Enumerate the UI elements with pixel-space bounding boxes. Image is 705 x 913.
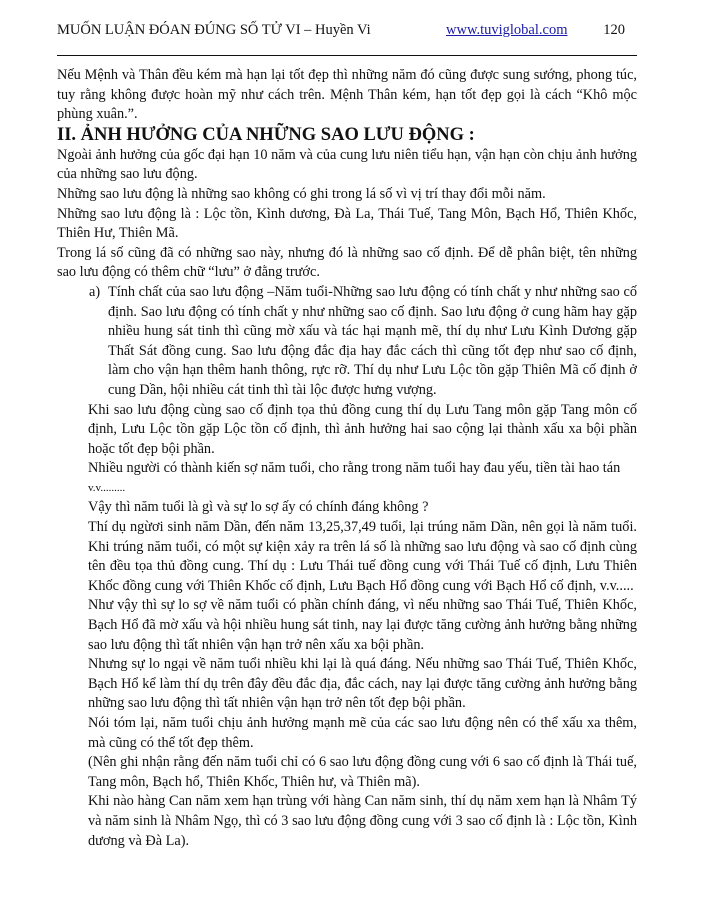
paragraph: Như vậy thì sự lo sợ về năm tuổi có phần chính đáng, vì nếu những sao Thái Tuế, Thiên Khốc, Bạch Hổ đã mờ xấu và hội nhiều hung sát tinh, nay lại được tăng cường ảnh hưởng bằng những sao lưu động thì tất nhiên vận hạn trở nên xấu xa bội phần.: [88, 597, 637, 653]
paragraph: Nhiều người có thành kiến sợ năm tuổi, cho rằng trong năm tuổi hay đau yếu, tiền tài hao tán: [88, 460, 621, 477]
paragraph: Nhưng sự lo ngại về năm tuổi nhiều khi lại là quá đáng. Nếu những sao Thái Tuế, Thiên Khốc, Bạch Hổ kể làm thí dụ trên đây đều đắc địa, đắc cách, nay lại được tăng cường ảnh hưởng bằng những sao lưu động thì tất nhiên vận hạn trở nên tốt đẹp bội phần.: [88, 656, 637, 712]
header-divider: [57, 55, 637, 56]
paragraph: Nếu Mệnh và Thân đều kém mà hạn lại tốt đẹp thì những năm đó cũng được sung sướng, phong túc, tuy rằng không được hoàn mỹ như cách trên. Mệnh Thân kém, hạn tốt đẹp gọi là cách “Khô mộc phùng xuân.”.: [57, 67, 637, 123]
paragraph: Nói tóm lại, năm tuổi chịu ảnh hưởng mạnh mẽ của các sao lưu động nên có thể xấu xa thêm, mà cũng có thể tốt đẹp thêm.: [88, 715, 637, 751]
paragraph: Vậy thì năm tuổi là gì và sự lo sợ ấy có chính đáng không ?: [88, 499, 429, 516]
website-link[interactable]: www.tuviglobal.com: [446, 22, 568, 38]
paragraph: (Nên ghi nhận rằng đến năm tuổi chỉ có 6 sao lưu động đồng cung với 6 sao cố định là Thái tuế, Tang môn, Bạch hổ, Thiên Khốc, Thiên hư, và Thiên mã).: [88, 754, 637, 790]
section-heading: II. ẢNH HƯỞNG CỦA NHỮNG SAO LƯU ĐỘNG :: [57, 124, 475, 145]
page-number: 120: [603, 22, 625, 38]
paragraph: Những sao lưu động là : Lộc tồn, Kình dương, Đà La, Thái Tuế, Tang Môn, Bạch Hổ, Thiên Khốc, Thiên Hư, Thiên Mã.: [57, 205, 637, 242]
paragraph: Thí dụ ngừơi sinh năm Dần, đến năm 13,25,37,49 tuổi, lại trúng năm Dần, nên gọi là năm tuổi. Khi trúng năm tuổi, có một sự kiện xảy ra trên lá số là những sao lưu động và sao cố định cùng tên đều tọa thủ đồng cung. Thí dụ : Lưu Thái tuế đồng cung với Thái Tuế cố định, Lưu Thiên Khốc đồng cung với Thiên Khốc cố định, Lưu Bạch Hổ đồng cung với Bạch Hổ cố định, v.v.....: [88, 519, 637, 594]
paragraph-tail: v.v.........: [88, 481, 126, 494]
paragraph: Khi nào hàng Can năm xem hạn trùng với hàng Can năm sinh, thí dụ năm xem hạn là Nhâm Tý và năm sinh là Nhâm Ngọ, thì có 3 sao lưu động đồng cung với 3 sao cố định là : Lộc tồn, Kình dương và Đà La).: [88, 793, 637, 849]
page-body: [57, 66, 637, 851]
page-header: [57, 20, 637, 42]
paragraph: Ngoài ảnh hưởng của gốc đại hạn 10 năm và của cung lưu niên tiểu hạn, vận hạn còn chịu ảnh hưởng của những sao lưu động.: [57, 146, 637, 183]
paragraph: Khi sao lưu động cùng sao cố định tọa thủ đồng cung thí dụ Lưu Tang môn gặp Tang môn cố định, Lưu Lộc tồn gặp Lộc tồn cố định, thì ảnh hưởng hai sao cộng lại thành xấu xa bội phần hoặc tốt đẹp bội phần.: [88, 401, 637, 457]
paragraph: Những sao lưu động là những sao không có ghi trong lá số vì vị trí thay đổi mỗi năm.: [57, 185, 546, 202]
list-item: Tính chất của sao lưu động –Năm tuổi-Những sao lưu động có tính chất y như những sao cố định. Sao lưu động có tính chất y như những sao cố định. Sao lưu động ở cung hãm hay gặp nhiều hung sát tinh thì cũng mờ xấu và tác hại mạnh mẽ, thí dụ như Lưu Kình Dương gặp Thất Sát đồng cung. Sao lưu động đắc địa hay đắc cách thì cũng tốt đẹp như sao cố định, làm cho vận hạn thêm hanh thông, rực rỡ. Thí dụ như Lưu Lộc tồn gặp Thiên Mã cố định ở cung Dần, hội nhiều cát tinh thì tài lộc được hưng vượng.: [108, 283, 637, 398]
list: [57, 283, 637, 401]
list-marker: a): [89, 283, 101, 300]
document-title: MUỐN LUẬN ĐÓAN ĐÚNG SỐ TỬ VI – Huyền Vi: [57, 22, 371, 38]
paragraph: Trong lá số cũng đã có những sao này, nhưng đó là những sao cố định. Để dễ phân biệt, tên những sao lưu động có thêm chữ “lưu” ở đằng trước.: [57, 244, 637, 281]
